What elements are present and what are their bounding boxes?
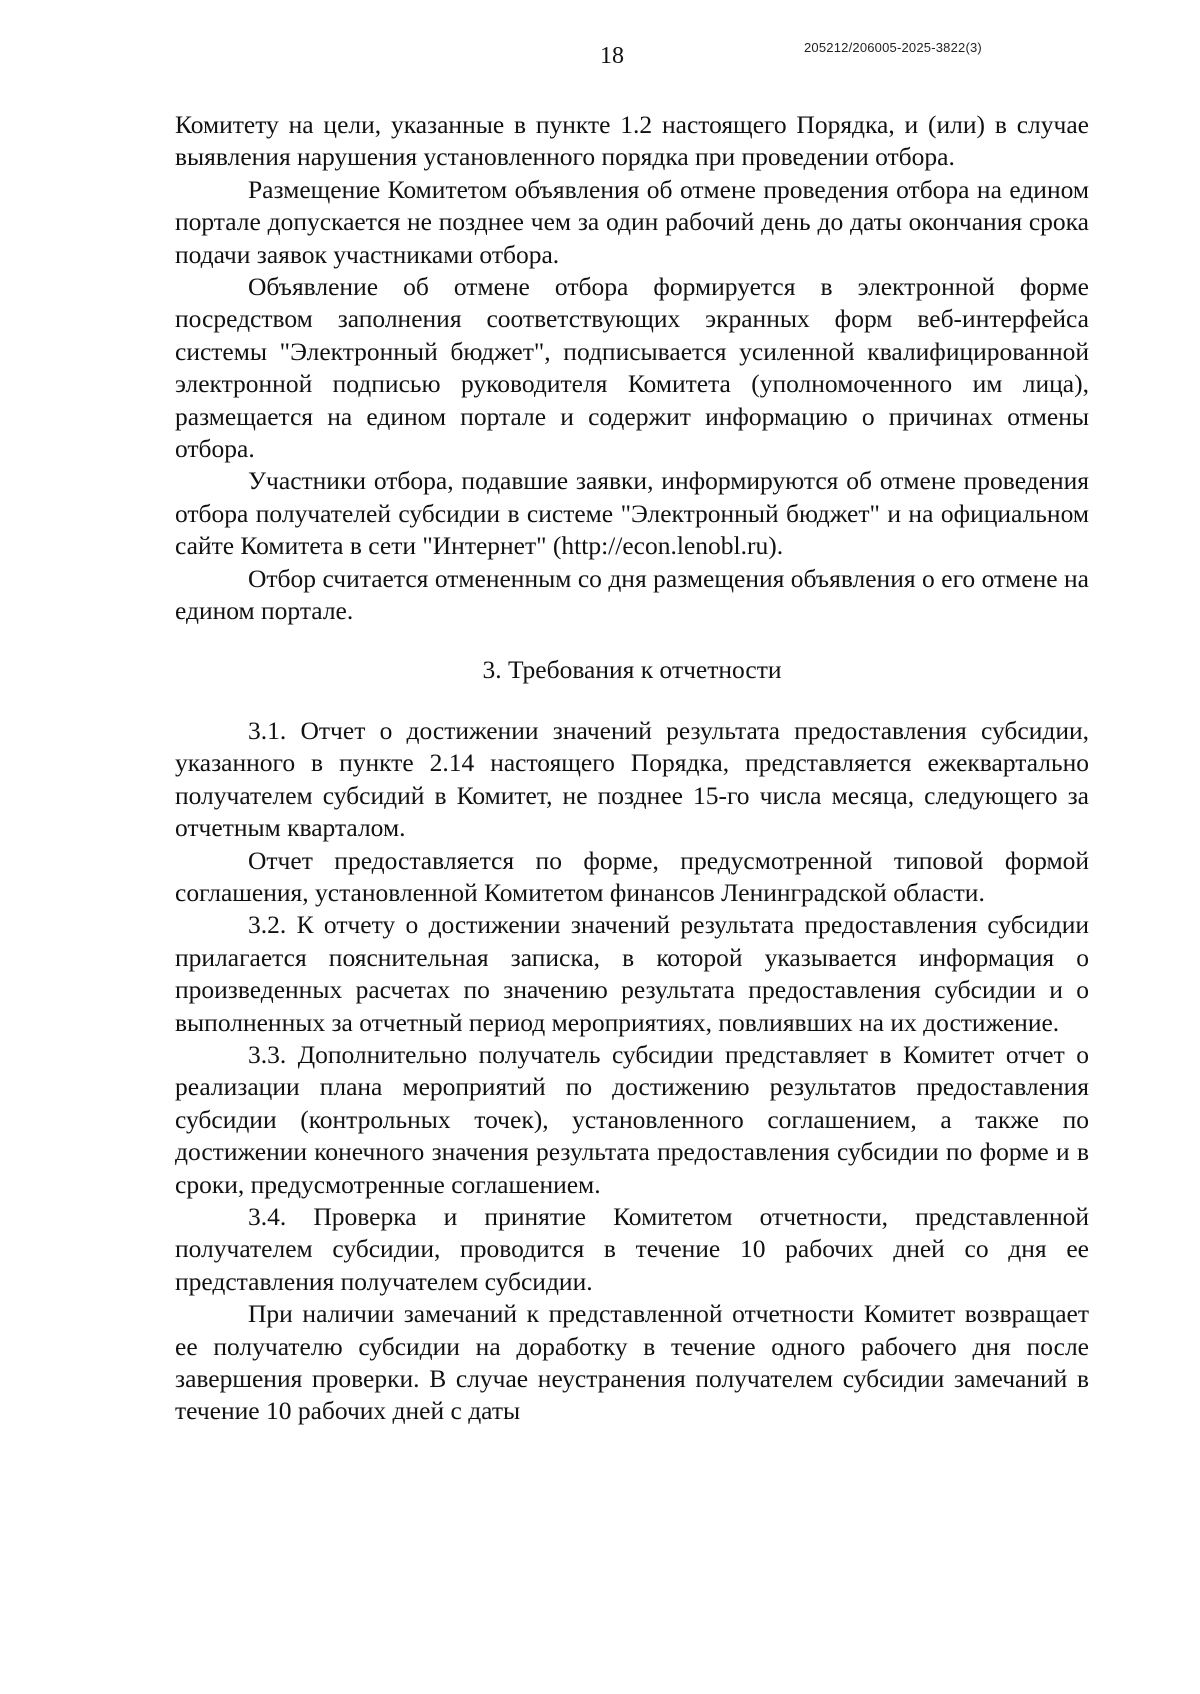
paragraph: Отбор считается отмененным со дня размещения объявления о его отмене на едином портале. — [175, 563, 1089, 626]
paragraph: При наличии замечаний к представленной отчетности Комитет возвращает ее получателю субсидии на доработку в течение одного рабочего дня после завершения проверки. В случае неустранения получателем субсидии замечаний в течение 10 рабочих дней с даты — [175, 1299, 1089, 1426]
document-id: 205212/206005-2025-3822(3) — [804, 40, 982, 55]
section-heading: 3. Требования к отчетности — [482, 654, 782, 684]
paragraph: 3.3. Дополнительно получатель субсидии представляет в Комитет отчет о реализации плана мероприятий по достижению результатов предоставления субсидии (контрольных точек), установленного соглашением, а также по достижении конечного значения результата предоставления субсидии по форме и в сроки, предусмотренные соглашением. — [175, 1039, 1089, 1199]
paragraph: Отчет предоставляется по форме, предусмотренной типовой формой соглашения, установленной Комитетом финансов Ленинградской области. — [175, 845, 1089, 907]
paragraph: Участники отбора, подавшие заявки, информируются об отмене проведения отбора получателей субсидии в системе "Электронный бюджет" и на официальном сайте Комитета в сети "Интернет" (http://econ.lenobl.ru). — [175, 466, 1089, 561]
paragraph: 3.4. Проверка и принятие Комитетом отчетности, представленной получателем субсидии, проводится в течение 10 рабочих дней со дня ее представления получателем субсидии. — [175, 1202, 1089, 1296]
document-body — [175, 109, 1089, 1428]
paragraph: 3.2. К отчету о достижении значений результата предоставления субсидии прилагается пояснительная записка, в которой указывается информация о произведенных расчетах по значению результата предоставления субсидии и о выполненных за отчетный период мероприятиях, повлиявших на их достижение. — [175, 910, 1089, 1037]
paragraph-continuation: Комитету на цели, указанные в пункте 1.2 настоящего Порядка, и (или) в случае выявления нарушения установленного порядка при проведении отбора. — [175, 110, 1089, 172]
paragraph: Объявление об отмене отбора формируется в электронной форме посредством заполнения соответствующих экранных форм веб-интерфейса системы "Электронный бюджет", подписывается усиленной квалифицированной электронной подписью руководителя Комитета (уполномоченного им лица), размещается на едином портале и содержит информацию о причинах отмены отбора. — [175, 272, 1089, 464]
paragraph: 3.1. Отчет о достижении значений результата предоставления субсидии, указанного в пункте 2.14 настоящего Порядка, представляется ежеквартально получателем субсидий в Комитет, не позднее 15-го числа месяца, следующего за отчетным кварталом. — [175, 715, 1089, 843]
page-number: 18 — [600, 43, 624, 69]
paragraph: Размещение Комитетом объявления об отмене проведения отбора на едином портале допускается не позднее чем за один рабочий день до даты окончания срока подачи заявок участниками отбора. — [175, 174, 1089, 269]
